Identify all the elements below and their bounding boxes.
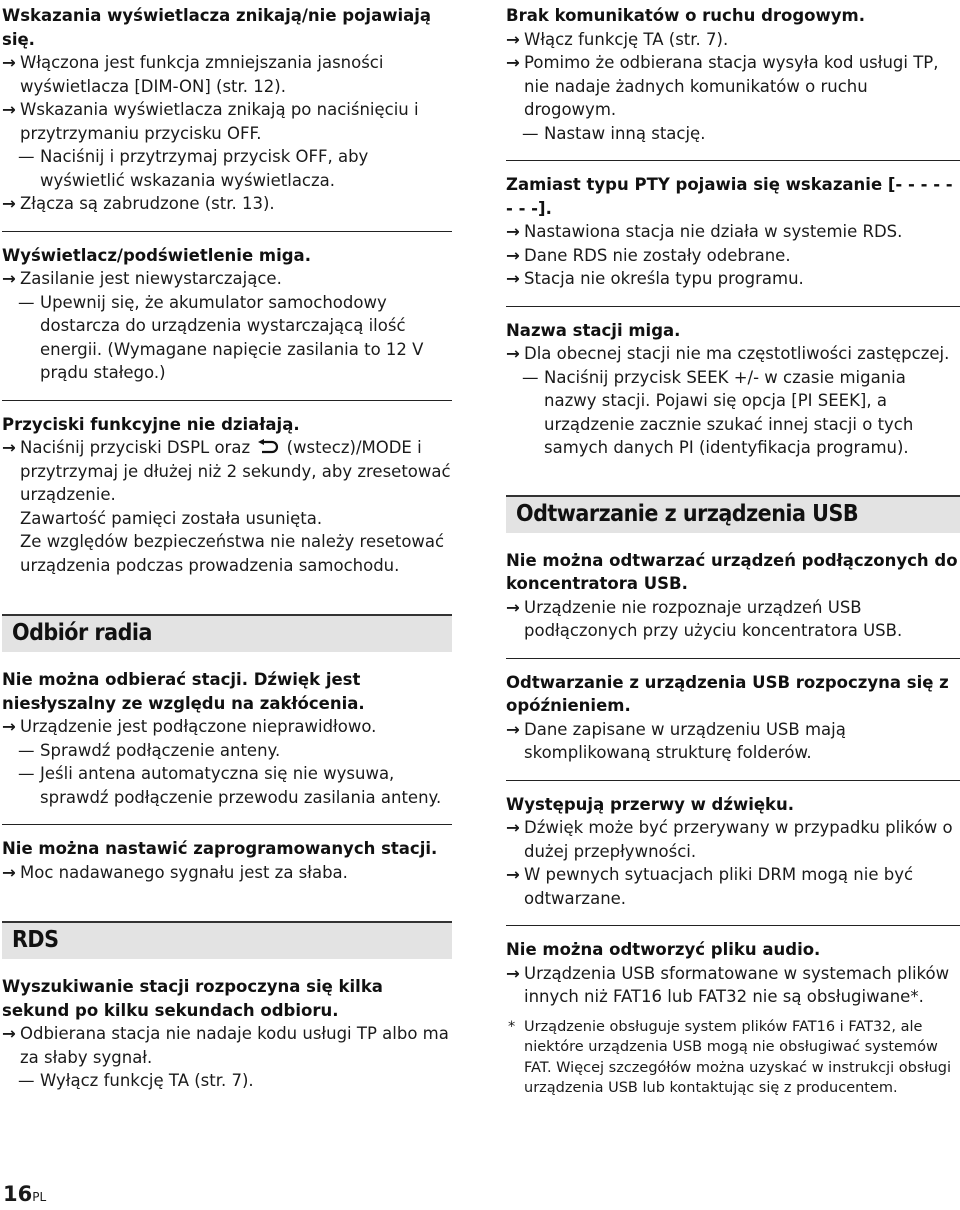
cause-item: → Nastawiona stacja nie działa w systemie RDS.	[506, 220, 960, 244]
cause-item: → Stacja nie określa typu programu.	[506, 267, 960, 291]
banner-usb: Odtwarzanie z urządzenia USB	[506, 495, 960, 533]
page-number-value: 16	[3, 1182, 33, 1206]
section-seek-starts	[2, 975, 452, 1108]
section-usb-hub	[506, 549, 960, 659]
right-column	[506, 4, 960, 1126]
reset-instruction-part1: Naciśnij przyciski DSPL oraz	[20, 438, 251, 457]
cause-item: → Moc nadawanego sygnału jest za słaba.	[2, 861, 452, 885]
section-heading: Wyświetlacz/podświetlenie miga.	[2, 245, 311, 265]
section-heading: Wyszukiwanie stacji rozpoczyna się kilka sekund po kilku sekundach odbioru.	[2, 977, 383, 1020]
section-station-name	[506, 319, 960, 475]
note-text: Zawartość pamięci została usunięta.	[20, 508, 323, 528]
section-heading: Wskazania wyświetlacza znikają/nie pojawiają się.	[2, 6, 432, 49]
section-heading: Występują przerwy w dźwięku.	[506, 794, 795, 814]
remedy-item: — Naciśnij przycisk SEEK +/- w czasie migania nazwy stacji. Pojawi się opcja [PI SEEK], a urządzenie zacznie szukać innej stacji o tych samych danych PI (identyfikacja programu).	[506, 366, 960, 460]
footnote	[506, 1017, 960, 1099]
cause-item: → Odbierana stacja nie nadaje kodu usługi TP albo ma za słaby sygnał.	[2, 1022, 452, 1069]
section-display-flashes	[2, 244, 452, 401]
section-audio-file	[506, 938, 960, 1114]
cause-item	[2, 436, 452, 507]
cause-item: → Zasilanie jest niewystarczające.	[2, 267, 452, 291]
section-display-disappears	[2, 4, 452, 232]
cause-item: → Włączona jest funkcja zmniejszania jasności wyświetlacza [DIM-ON] (str. 12).	[2, 51, 452, 98]
section-heading: Zamiast typu PTY pojawia się wskazanie [- - - - - - - -].	[506, 175, 953, 218]
cause-item: → Urządzenie nie rozpoznaje urządzeń USB podłączonych przy użyciu koncentratora USB.	[506, 596, 960, 643]
section-heading: Nie można nastawić zaprogramowanych stacji.	[2, 839, 438, 858]
back-arrow-icon	[257, 439, 279, 455]
section-usb-delay	[506, 671, 960, 781]
section-heading: Odtwarzanie z urządzenia USB rozpoczyna się z opóźnieniem.	[506, 672, 949, 715]
section-pty	[506, 173, 960, 307]
remedy-item: — Jeśli antena automatyczna się nie wysuwa, sprawdź podłączenie przewodu zasilania anteny.	[2, 762, 452, 809]
cause-item: → Dźwięk może być przerywany w przypadku plików o dużej przepływności.	[506, 816, 960, 863]
cause-item: → Dane zapisane w urządzeniu USB mają skomplikowaną strukturę folderów.	[506, 718, 960, 765]
reset-instruction-part2: (wstecz)/MODE i przytrzymaj je dłużej niż 2 sekundy, aby zresetować urządzenie.	[20, 438, 451, 504]
banner-rds: RDS	[2, 921, 452, 959]
section-heading: Nazwa stacji miga.	[506, 320, 681, 340]
cause-item: → Pomimo że odbierana stacja wysyła kod usługi TP, nie nadaje żadnych komunikatów o ruchu drogowym.	[506, 51, 960, 122]
footnote-mark: *	[508, 1018, 516, 1035]
page-language: PL	[32, 1190, 47, 1204]
section-heading: Brak komunikatów o ruchu drogowym.	[506, 6, 865, 25]
left-column	[2, 4, 452, 1120]
cause-item: → Wskazania wyświetlacza znikają po naciśnięciu i przytrzymaniu przycisku OFF.	[2, 98, 452, 145]
section-heading: Nie można odbierać stacji. Dźwięk jest niesłyszalny ze względu na zakłócenia.	[2, 670, 365, 713]
cause-item: → Dane RDS nie zostały odebrane.	[506, 244, 960, 268]
remedy-item: — Nastaw inną stację.	[506, 122, 960, 146]
remedy-item: — Naciśnij i przytrzymaj przycisk OFF, aby wyświetlić wskazania wyświetlacza.	[2, 145, 452, 192]
banner-radio: Odbiór radia	[2, 614, 452, 652]
section-heading: Nie można odtworzyć pliku audio.	[506, 940, 821, 959]
cause-item: → W pewnych sytuacjach pliki DRM mogą nie być odtwarzane.	[506, 863, 960, 910]
remedy-item: — Wyłącz funkcję TA (str. 7).	[2, 1069, 452, 1093]
section-no-traffic	[506, 4, 960, 161]
section-sound-breaks	[506, 793, 960, 927]
section-heading: Nie można odtwarzać urządzeń podłączonych do koncentratora USB.	[506, 550, 958, 593]
note-text: Ze względów bezpieczeństwa nie należy resetować urządzenia podczas prowadzenia samochodu.	[20, 532, 445, 575]
section-heading: Przyciski funkcyjne nie działają.	[2, 414, 300, 434]
page-number	[3, 1182, 46, 1206]
cause-item: → Dla obecnej stacji nie ma częstotliwości zastępczej.	[506, 342, 960, 366]
section-presets	[2, 837, 452, 899]
cause-item: → Złącza są zabrudzone (str. 13).	[2, 192, 452, 216]
remedy-item: — Upewnij się, że akumulator samochodowy dostarcza do urządzenia wystarczającą ilość energii. (Wymagane napięcie zasilania to 12 V prądu stałego.)	[2, 291, 452, 385]
cause-item: → Urządzenia USB sformatowane w systemach plików innych niż FAT16 lub FAT32 nie są obsługiwane*.	[506, 962, 960, 1009]
section-no-reception	[2, 668, 452, 825]
cause-item: → Włącz funkcję TA (str. 7).	[506, 28, 960, 52]
cause-item: → Urządzenie jest podłączone nieprawidłowo.	[2, 715, 452, 739]
section-function-buttons	[2, 413, 452, 593]
remedy-item: — Sprawdź podłączenie anteny.	[2, 739, 452, 763]
footnote-text: Urządzenie obsługuje system plików FAT16 i FAT32, ale niektóre urządzenia USB mogą nie obsługiwać systemów FAT. Więcej szczegółów można uzyskać w instrukcji obsługi urządzenia USB lub kontaktując się z producentem.	[524, 1018, 951, 1096]
